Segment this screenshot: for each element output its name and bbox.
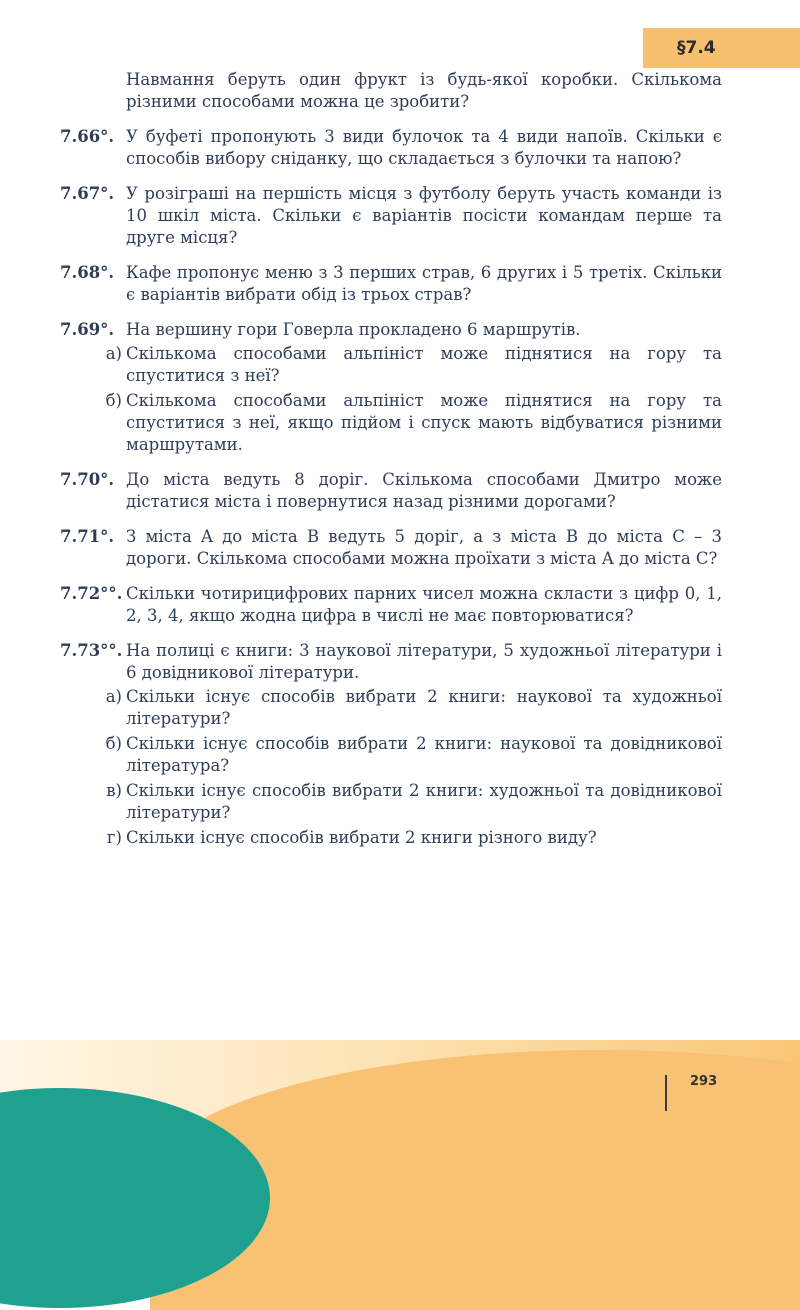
problem-7-73-subitems <box>60 686 722 849</box>
problem-number: 7.72°°. <box>60 584 123 603</box>
problem-7-69 <box>60 319 722 341</box>
page-number-rule <box>665 1075 667 1111</box>
problem-7-68 <box>60 262 722 306</box>
problem-text: На полиці є книги: 3 наукової літератури, 5 художньої літератури і 6 довідникової літератури. <box>126 641 722 682</box>
sub-text: Скільки існує способів вибрати 2 книги: наукової та довідникової література? <box>126 734 722 775</box>
sub-item <box>60 733 722 777</box>
problem-text: Скільки чотирицифрових парних чисел можна скласти з цифр 0, 1, 2, 3, 4, якщо жодна цифра в числі не має повторюватися? <box>126 584 722 625</box>
sub-text: Скільки існує способів вибрати 2 книги: художньої та довідникової літератури? <box>126 781 722 822</box>
problem-text: Кафе пропонує меню з 3 перших страв, 6 других і 5 третіх. Скільки є варіантів вибрати обід із трьох страв? <box>126 263 722 304</box>
problem-number: 7.67°. <box>60 184 115 203</box>
problem-number: 7.68°. <box>60 263 115 282</box>
sub-label: б) <box>105 734 122 753</box>
problem-7-69-subitems <box>60 343 722 456</box>
problem-number: 7.73°°. <box>60 641 123 660</box>
intro-text: Навмання беруть один фрукт із будь-якої коробки. Скількома різними способами можна це зробити? <box>126 70 722 111</box>
page-number: 293 <box>690 1074 718 1089</box>
sub-text: Скількома способами альпініст може піднятися на гору та спуститися з неї? <box>126 344 722 385</box>
problem-text: До міста ведуть 8 доріг. Скількома способами Дмитро може дістатися міста і повернутися назад різними дорогами? <box>126 470 722 511</box>
sub-text: Скільки існує способів вибрати 2 книги: наукової та художньої літератури? <box>126 687 722 728</box>
problem-7-67 <box>60 183 722 249</box>
section-tab <box>643 28 800 68</box>
problem-7-73 <box>60 640 722 684</box>
sub-item <box>60 343 722 387</box>
exercise-content <box>60 69 722 852</box>
sub-item <box>60 827 722 849</box>
intro-paragraph <box>60 69 722 113</box>
sub-label: б) <box>105 391 122 410</box>
sub-label: а) <box>105 344 122 363</box>
sub-item <box>60 390 722 456</box>
problem-number: 7.71°. <box>60 527 115 546</box>
sub-text: Скільки існує способів вибрати 2 книги різного виду? <box>126 828 597 847</box>
problem-number: 7.66°. <box>60 127 115 146</box>
section-label: §7.4 <box>677 38 716 58</box>
problem-7-71 <box>60 526 722 570</box>
sub-label: г) <box>106 828 122 847</box>
problem-7-66 <box>60 126 722 170</box>
problem-number: 7.70°. <box>60 470 115 489</box>
problem-number: 7.69°. <box>60 320 115 339</box>
sub-item <box>60 686 722 730</box>
sub-text: Скількома способами альпініст може піднятися на гору та спуститися з неї, якщо підйом і спуск мають відбуватися різними маршрутами. <box>126 391 722 454</box>
problem-text: У розіграші на першість місця з футболу беруть участь команди із 10 шкіл міста. Скільки є варіантів посісти командам перше та друге місця? <box>126 184 722 247</box>
problem-text: З міста A до міста B ведуть 5 доріг, а з міста B до міста C – 3 дороги. Скількома способами можна проїхати з міста A до міста C? <box>126 527 722 568</box>
problem-7-70 <box>60 469 722 513</box>
problem-7-72 <box>60 583 722 627</box>
problem-text: На вершину гори Говерла прокладено 6 маршрутів. <box>126 320 581 339</box>
sub-label: в) <box>106 781 122 800</box>
problem-text: У буфеті пропонують 3 види булочок та 4 види напоїв. Скільки є способів вибору сніданку, що складається з булочки та напою? <box>126 127 722 168</box>
sub-label: а) <box>105 687 122 706</box>
sub-item <box>60 780 722 824</box>
